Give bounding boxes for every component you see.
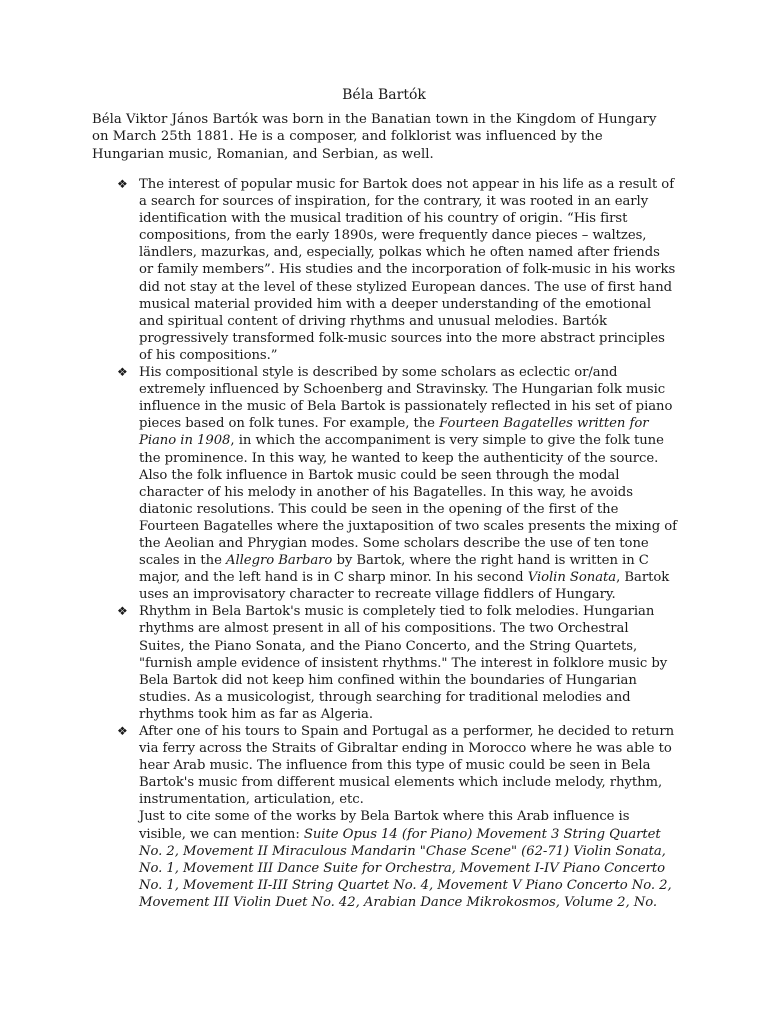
bullet-text: After one of his tours to Spain and Portugal as a performer, he decided to return via ferry across the Straits of Gibraltar ending in Morocco where he was able to hear Arab music. The influence from this type of music could be seen in Bela Bartok's music from different musical elements which include melody, rhythm, instrumentation, articulation, etc. [139,724,675,808]
bullet-continuation [139,808,677,911]
text-segment: , in which the accompaniment is very simple to give the folk tune the prominence. In this way, he wanted to keep the authenticity of the source. Also the folk influence in Bartok music could be seen through the modal character of his melody in another of his Bagatelles. In this way, he avoids diatonic resolutions. This could be seen in the opening of the first of the Fourteen Bagatelles where the juxtaposition of two scales presents the mixing of the Aeolian and Phrygian modes. Some scholars describe the use of ten tone scales in the [139,433,678,569]
bullet-item-2 [117,364,677,603]
work-title: Allegro Barbaro [226,553,333,569]
work-title: Violin Sonata [527,570,617,586]
works-list: Suite Opus 14 (for Piano) Movement 3 String Quartet No. 2, Movement II Miraculous Mandarin "Chase Scene" (62-71) Violin Sonata, No. 1, Movement III Dance Suite for Orchestra, Movement I-IV Piano Concerto No. 1, Movement II-III String Quartet No. 4, Movement V Piano Concerto No. 2, Movement III Violin Duet No. 42, Arabian Dance Mikrokosmos, Volume 2, No. [139,826,672,910]
text-segment: Just to cite some of the works by Bela Bartok where this Arab influence is visible, we can mention: [139,809,630,842]
text-segment: by Bartok, where the right hand is written in C major, and the left hand is in C sharp minor. In his second [139,553,649,586]
work-title: Fourteen Bagatelles written for Piano in 1908 [139,416,649,449]
bullet-text: Rhythm in Bela Bartok's music is completely tied to folk melodies. Hungarian rhythms are almost present in all of his compositions. The two Orchestral Suites, the Piano Sonata, and the Piano Concerto, and the String Quartets, "furnish ample evidence of insistent rhythms." The interest in folklore music by Bela Bartok did not keep him confined within the boundaries of Hungarian studies. As a musicologist, through searching for traditional melodies and rhythms took him as far as Algeria. [139,604,668,722]
diamond-bullet-icon: ❖ [117,365,128,380]
document-title: Béla Bartók [342,87,426,103]
bullet-text [139,364,677,603]
bullet-item-4 [117,723,677,911]
diamond-bullet-icon: ❖ [117,724,128,738]
diamond-bullet-icon: ❖ [117,177,128,191]
text-segment: , Bartok uses an improvisatory character to recreate village fiddlers of Hungary. [139,570,670,603]
bullet-item-1 [117,176,677,364]
text-segment: His compositional style is described by some scholars as eclectic or/and extremely influenced by Schoenberg and Stravinsky. The Hungarian folk music influence in the music of Bela Bartok is passionately reflected in his set of piano pieces based on folk tunes. For example, the [139,365,673,432]
bullet-text: The interest of popular music for Bartok does not appear in his life as a result of a search for sources of inspiration, for the contrary, it was rooted in an early identification with the musical tradition of his country of origin. “His first compositions, from the early 1890s, were frequently dance pieces – waltzes, ländlers, mazurkas, and, especially, polkas which he often named after friends or family members”. His studies and the incorporation of folk-music in his works did not stay at the level of these stylized European dances. The use of first hand musical material provided him with a deeper understanding of the emotional and spiritual content of driving rhythms and unusual melodies. Bartók progressively transformed folk-music sources into the more abstract principles of his compositions.” [139,177,676,363]
intro-paragraph: Béla Viktor János Bartók was born in the Banatian town in the Kingdom of Hungary on March 25th 1881. He is a composer, and folklorist was influenced by the Hungarian music, Romanian, and Serbian, as well. [92,112,657,162]
diamond-bullet-icon: ❖ [117,604,128,619]
bullet-item-3 [117,603,677,723]
bullet-list [117,176,677,911]
